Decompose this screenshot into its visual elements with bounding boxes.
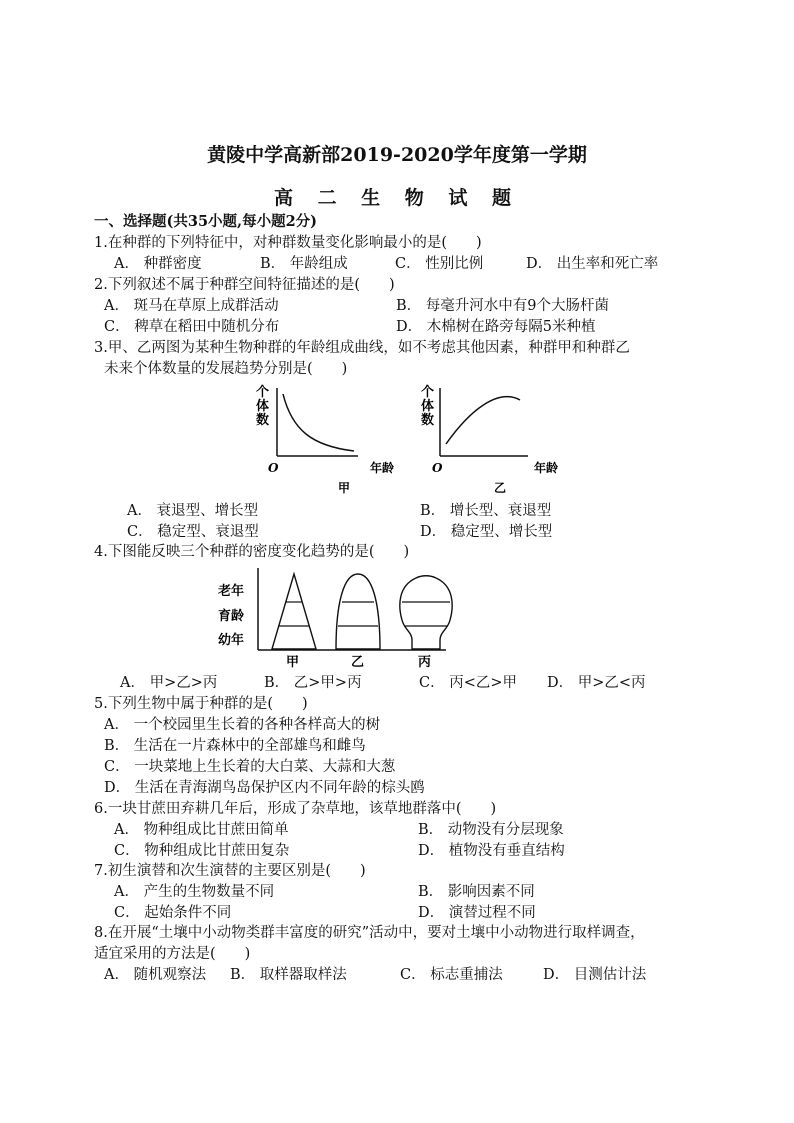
q4-label-bing: 丙 [418,655,432,670]
q6-option-c: C． 物种组成比甘蔗田复杂 [114,843,290,859]
q8-option-c: C． 标志重捕法 [400,967,503,983]
question-1-stem: 1.在种群的下列特征中，对种群数量变化影响最小的是( ) [94,235,482,251]
q2-option-c: C． 稗草在稻田中随机分布 [104,319,280,335]
q3-left-ylabel-1: 个 [256,385,270,400]
q7-option-a: A． 产生的生物数量不同 [114,884,275,900]
q3-right-ylabel-2: 体 [421,399,435,414]
q8-option-b: B． 取样器取样法 [230,967,347,983]
q1-option-c: C． 性别比例 [395,256,484,272]
q5-option-d: D． 生活在青海湖鸟岛保护区内不同年龄的棕头鸥 [104,780,425,796]
q3-option-a: A． 衰退型、增长型 [127,503,259,519]
q6-option-a: A． 物种组成比甘蔗田简单 [114,822,289,838]
q2-option-a: A． 斑马在草原上成群活动 [104,298,279,314]
q7-option-b: B． 影响因素不同 [418,884,535,900]
q3-age-curve-figure [250,380,580,500]
q4-row-label-reproductive: 育龄 [218,609,245,624]
q3-left-curve [283,394,354,451]
q4-label-jia: 甲 [286,655,300,670]
question-8-stem-cont: 适宜采用的方法是( ) [94,946,251,962]
question-8-stem: 8.在开展“土壤中小动物类群丰富度的研究”活动中，要对土壤中小动物进行取样调查， [94,925,645,941]
q3-option-d: D． 稳定型、增长型 [420,524,553,540]
q3-left-caption: 甲 [338,481,351,495]
q5-option-b: B． 生活在一片森林中的全部雄鸟和雌鸟 [104,738,366,754]
q4-option-a: A． 甲>乙>丙 [120,675,218,691]
q3-left-origin: O [268,461,279,475]
question-7-stem: 7.初生演替和次生演替的主要区别是( ) [94,863,366,879]
question-3-stem-cont: 未来个体数量的发展趋势分别是( ) [104,361,348,377]
exam-subject-title: 高 二 生 物 试 题 [273,187,521,209]
q3-option-b: B． 增长型、衰退型 [420,503,552,519]
q3-left-xlabel: 年龄 [370,461,395,475]
q1-option-a: A． 种群密度 [114,256,202,272]
q3-right-curve [446,397,520,444]
q4-option-c: C． 丙<乙>甲 [419,675,518,691]
q2-option-d: D． 木棉树在路旁每隔5米种植 [396,319,596,335]
q4-row-label-old: 老年 [218,584,245,599]
question-3-stem: 3.甲、乙两图为某种生物种群的年龄组成曲线，如不考虑其他因素，种群甲和种群乙 [94,340,630,356]
q4-label-yi: 乙 [351,655,365,670]
q8-option-a: A． 随机观察法 [104,967,207,983]
q4-option-d: D． 甲>乙<丙 [547,675,646,691]
q7-option-c: C． 起始条件不同 [114,905,232,921]
q4-pyramid-bing [400,576,452,649]
q3-right-xlabel: 年龄 [534,461,559,475]
q8-option-d: D． 目测估计法 [543,967,647,983]
q2-option-b: B． 每毫升河水中有9个大肠杆菌 [396,298,609,314]
q3-left-ylabel-2: 体 [256,399,270,414]
q3-right-caption: 乙 [494,481,507,495]
q3-right-origin: O [432,461,443,475]
question-6-stem: 6.一块甘蔗田弃耕几年后，形成了杂草地，该草地群落中( ) [94,801,497,817]
q4-age-pyramid-figure [214,562,454,672]
question-2-stem: 2.下列叙述不属于种群空间特征描述的是( ) [94,277,395,293]
question-5-stem: 5.下列生物中属于种群的是( ) [94,696,308,712]
q1-option-b: B． 年龄组成 [260,256,348,272]
q5-option-a: A． 一个校园里生长着的各种各样高大的树 [104,717,381,733]
q4-row-label-young: 幼年 [218,633,245,648]
q4-option-b: B． 乙>甲>丙 [264,675,362,691]
q6-option-b: B． 动物没有分层现象 [418,822,564,838]
q1-option-d: D． 出生率和死亡率 [526,256,659,272]
q3-left-ylabel-3: 数 [256,413,270,428]
section-heading: 一、选择题(共35小题,每小题2分) [94,213,318,230]
q3-right-ylabel-3: 数 [421,413,435,428]
q3-right-ylabel-1: 个 [421,385,435,400]
q4-pyramid-yi [336,574,380,649]
question-4-stem: 4.下图能反映三个种群的密度变化趋势的是( ) [94,544,410,560]
exam-school-title: 黄陵中学高新部2019-2020学年度第一学期 [207,144,587,166]
q6-option-d: D． 植物没有垂直结构 [418,843,565,859]
q5-option-c: C． 一块菜地上生长着的大白菜、大蒜和大葱 [104,759,396,775]
q3-option-c: C． 稳定型、衰退型 [127,524,259,540]
q7-option-d: D． 演替过程不同 [418,905,536,921]
q4-pyramid-jia [272,574,316,649]
